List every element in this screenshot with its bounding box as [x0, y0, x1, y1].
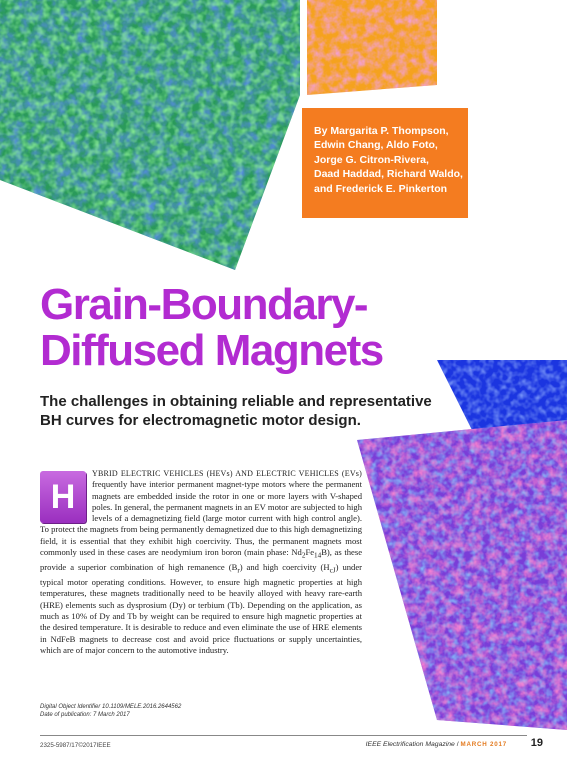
author-line: Jorge G. Citron-Rivera,	[314, 153, 429, 166]
publication-date-line: Date of publication: 7 March 2017	[40, 712, 130, 718]
author-line: Edwin Chang, Aldo Foto,	[314, 139, 438, 152]
author-line: Daad Haddad, Richard Waldo,	[314, 168, 463, 181]
lead-in-caps: YBRID ELECTRIC VEHICLES (HEVs) AND ELECTRIC VEHICLES (EVs)	[92, 469, 362, 478]
title-line: Diffused Magnets	[40, 326, 383, 375]
footer-copyright-code: 2325-5987/17©2017IEEE	[40, 742, 111, 749]
footer-magazine-info	[366, 741, 507, 748]
doi-line: Digital Object Identifier 10.1109/MELE.2016.2644562	[40, 704, 182, 710]
article-body	[40, 468, 362, 656]
subscript: cJ	[329, 566, 336, 575]
subscript: 14	[314, 551, 322, 560]
subscript: 2	[301, 551, 306, 560]
body-text-segment: Fe	[305, 547, 315, 558]
author-line: By Margarita P. Thompson,	[314, 125, 449, 137]
article-subtitle	[40, 392, 432, 430]
doi-footnote	[40, 703, 181, 719]
footer-divider	[40, 735, 527, 736]
magazine-name: IEEE Electrification Magazine	[365, 741, 455, 748]
author-line: and Frederick E. Pinkerton	[314, 182, 448, 195]
page-number: 19	[530, 737, 543, 749]
title-line: Grain-Boundary-	[40, 280, 368, 329]
issue-month: MARCH 2017	[460, 741, 507, 748]
body-text-segment: frequently have interior permanent magnet-type motors where the permanent magnets are embedded inside the rotor in one or more layers with V-shaped poles. In general, the permanent magnets in an EV motor are subjected to high levels of a demagnetizing field (large motor current with high control angle). To protect the magnets from being permanently demagnetized due to this high demagnetizing field, it is essential that they exhibit high coercivity. Thus, the permanent magnets most commonly used in these cases are neodymium iron boron (main phase: Nd	[40, 479, 362, 558]
subtitle-line: BH curves for electromagnetic motor design.	[40, 412, 361, 429]
body-text-segment: ) and high coercivity (H	[239, 562, 330, 573]
dropcap-letter: H	[40, 471, 86, 523]
subtitle-line: The challenges in obtaining reliable and representative	[40, 393, 432, 410]
body-text-segment: B), as these provide a superior combination of high remanence (B	[40, 547, 363, 573]
article-title	[40, 282, 383, 374]
body-text-segment: ) under typical motor operating conditions. However, to ensure high magnetic properties at high temperatures, these magnets traditionally need to be heavily alloyed with heavy rare-earth (HRE) elements such as dysprosium (Dy) or terbium (Tb). Depending on the application, as much as 10% of Dy and Tb by weight can be required to ensure high magnetic properties at the desired temperature. It is desirable to reduce and even eliminate the use of HRE elements in NdFeB magnets to decrease cost and avoid price fluctuations or supply uncertainties, which are of major concern to the automotive industry.	[40, 562, 363, 655]
author-byline-box	[302, 108, 468, 218]
grain-microstructure-image-top-left	[0, 0, 300, 300]
footer-separator: /	[454, 741, 461, 748]
subscript: r	[237, 566, 240, 575]
